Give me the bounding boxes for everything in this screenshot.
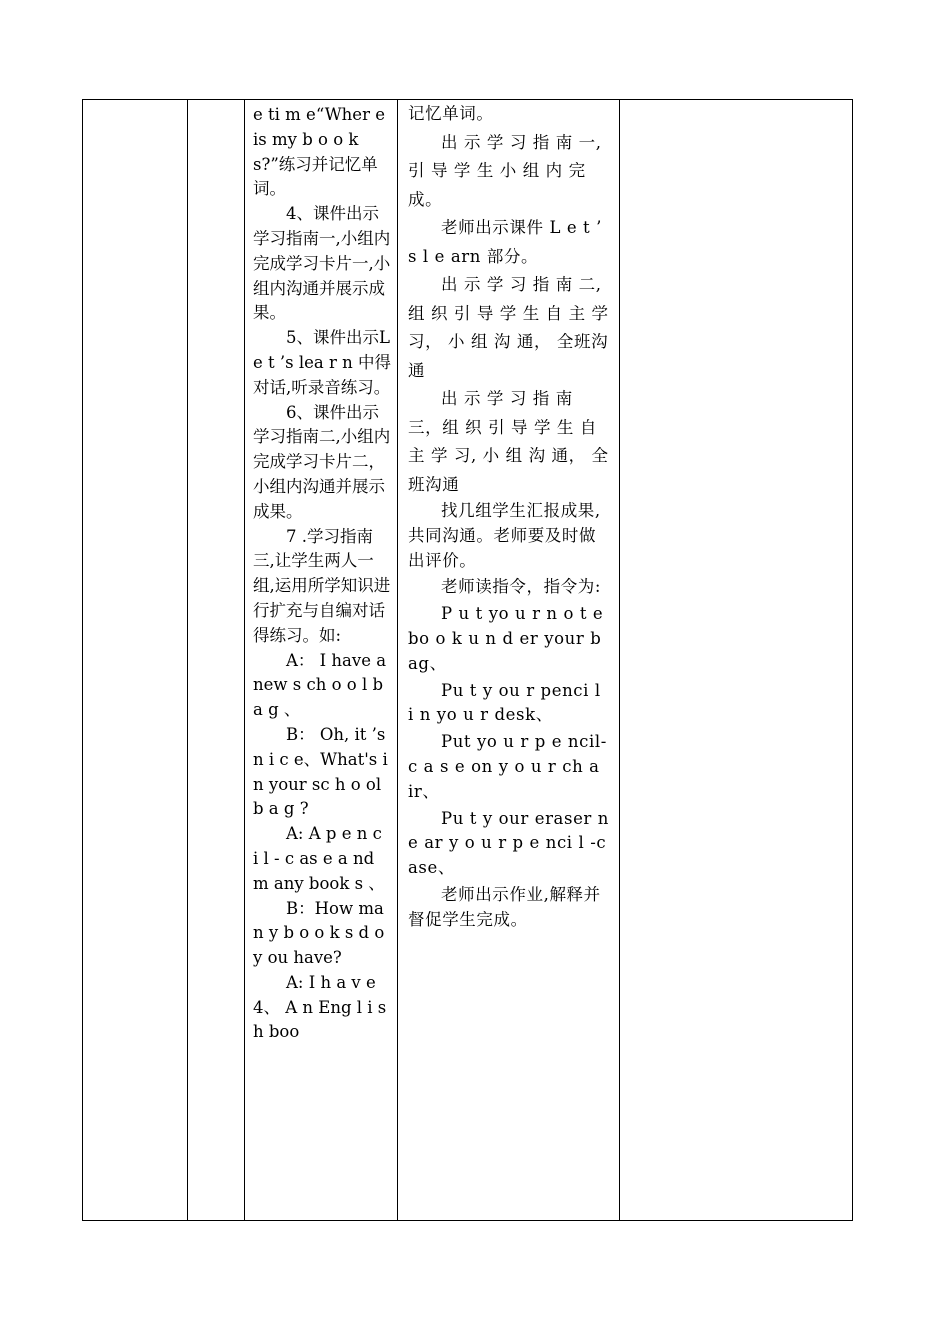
student-activity-paragraph: 4、课件出示学习指南一,小组内完成学习卡片一,小组内沟通并展示成果。 <box>253 204 391 323</box>
teacher-activity-paragraph: 老师出示作业,解释并督促学生完成。 <box>408 884 601 929</box>
teacher-activity-paragraph: 出 示 学 习 指 南 三，组 织 引 导 学 生 自 主 学 习, 小 组 沟 通， 全班沟通 <box>408 389 609 494</box>
empty-cell-stage <box>83 100 188 1221</box>
instruction-line: Pu t y ou r penci l i n yo u r desk、 <box>408 680 601 725</box>
teacher-activity-paragraph: 出 示 学 习 指 南 二, 组 织 引 导 学 生 自 主 学 习， 小 组 沟 通， 全班沟通 <box>408 275 609 380</box>
table-row <box>83 100 853 1221</box>
student-activity-paragraph: 7 .学习指南三,让学生两人一组,运用所学知识进行扩充与自编对话得练习。如: <box>253 526 391 645</box>
instruction-line: P u t yo u r n o t ebo o k u n d er your bag、 <box>408 604 604 673</box>
teacher-activity-paragraph: 老师读指令，指令为: <box>441 577 602 597</box>
student-activity-paragraph: e ti m e“Wher e is my b o o ks?”练习并记忆单词。 <box>253 105 385 199</box>
teacher-activity-paragraph: 老师出示课件 L e t ’ s l e arn 部分。 <box>408 218 602 266</box>
dialogue-line: A: I h a v e 4、 A n Eng l i s h boo <box>253 972 387 1042</box>
dialogue-line: B：How man y b o o k s d o y ou have? <box>253 898 385 968</box>
student-activity-paragraph: 6、课件出示学习指南二,小组内完成学习卡片二，小组内沟通并展示成果。 <box>253 402 391 521</box>
instruction-line: Pu t y our eraser n e ar y o u r p e nci l -case、 <box>408 808 609 878</box>
lesson-process-table <box>82 99 853 1221</box>
dialogue-line: B： Oh, it ’s n i c e、What's i n your sc h o olb a g ? <box>253 724 388 819</box>
dialogue-line: A： I have a new s ch o o l ba g 、 <box>253 650 387 720</box>
student-activity-cell <box>245 100 398 1221</box>
student-activity-text <box>245 100 397 1045</box>
teacher-activity-paragraph: 出 示 学 习 指 南 一, 引 导 学 生 小 组 内 完成。 <box>408 132 602 209</box>
student-activity-paragraph: 5、课件出示L e t ’s lea r n 中得对话,听录音练习。 <box>253 328 391 397</box>
teacher-activity-paragraph: 记忆单词。 <box>408 104 494 123</box>
teacher-activity-paragraph: 找几组学生汇报成果,共同沟通。老师要及时做出评价。 <box>408 501 601 570</box>
teacher-activity-cell <box>398 100 620 1221</box>
dialogue-line: A: A p e n c i l - c as e a nd m any book s 、 <box>253 824 385 893</box>
empty-cell-notes <box>620 100 853 1221</box>
empty-cell-time <box>188 100 245 1221</box>
teacher-activity-text <box>398 100 619 933</box>
instruction-line: Put yo u r p e ncil- c a s e on y o u r ch a ir、 <box>408 732 607 801</box>
